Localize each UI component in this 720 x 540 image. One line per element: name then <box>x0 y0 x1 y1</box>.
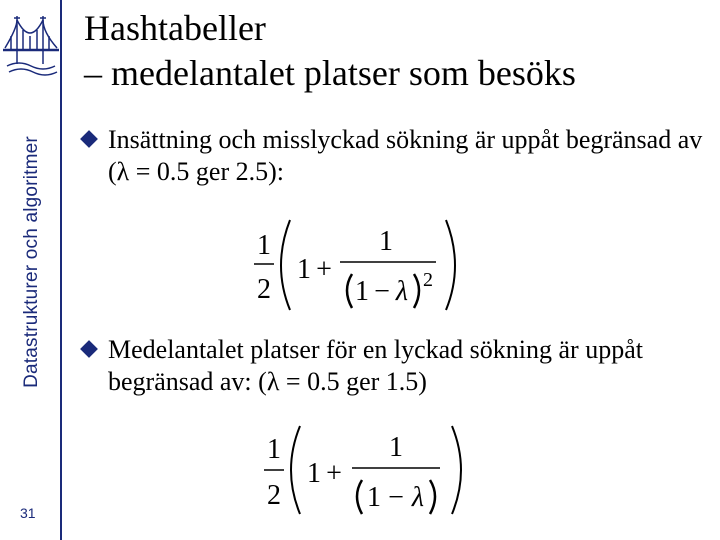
formula-inner-numerator: 1 <box>379 226 393 257</box>
formula-half-denominator: 2 <box>267 480 281 511</box>
formula-unsuccessful-search <box>250 214 470 319</box>
inner-right-paren-icon <box>414 274 419 308</box>
formula-lambda: λ <box>411 482 425 513</box>
formula-successful-search <box>260 418 470 523</box>
inner-left-paren-icon <box>357 480 362 514</box>
inner-right-paren-icon <box>430 480 435 514</box>
right-paren-icon <box>446 220 455 310</box>
bullet-text: Medelantalet platser för en lyckad sökning är uppåt begränsad av: (λ = 0.5 ger 1.5) <box>108 335 643 396</box>
inner-left-paren-icon <box>347 274 352 308</box>
formula-half-denominator: 2 <box>257 274 271 305</box>
formula-minus: − <box>374 276 390 307</box>
formula-exponent: 2 <box>423 269 433 291</box>
course-title: Datastrukturer och algoritmer <box>21 136 42 388</box>
formula-inner-numerator: 1 <box>389 432 403 463</box>
page-number: 31 <box>20 505 36 521</box>
bullet-item-insertion <box>82 124 708 188</box>
formula-minus: − <box>388 482 404 513</box>
formula-plus: + <box>316 254 332 285</box>
diamond-bullet-icon <box>80 130 98 148</box>
slide-title <box>84 6 576 96</box>
slide-title-line1: Hashtabeller <box>84 8 266 48</box>
slide-title-line2: – medelantalet platser som besöks <box>84 53 576 93</box>
bullet-text: Insättning och misslyckad sökning är uppåt begränsad av (λ = 0.5 ger 2.5): <box>108 125 703 186</box>
formula-lambda: λ <box>395 276 409 307</box>
formula-one: 1 <box>307 458 321 489</box>
sidebar <box>0 0 62 540</box>
diamond-bullet-icon <box>80 340 98 358</box>
formula-plus: + <box>326 458 342 489</box>
sidebar-divider <box>60 0 62 540</box>
formula-inner-one: 1 <box>367 482 381 513</box>
formula-half-numerator: 1 <box>267 434 281 465</box>
formula-half-numerator: 1 <box>257 230 271 261</box>
formula-inner-one: 1 <box>355 276 369 307</box>
left-paren-icon <box>281 220 290 310</box>
bridge-logo-icon <box>3 8 59 78</box>
right-paren-icon <box>452 426 461 514</box>
formula-one: 1 <box>297 254 311 285</box>
left-paren-icon <box>291 426 300 514</box>
bullet-item-successful-search <box>82 334 708 398</box>
